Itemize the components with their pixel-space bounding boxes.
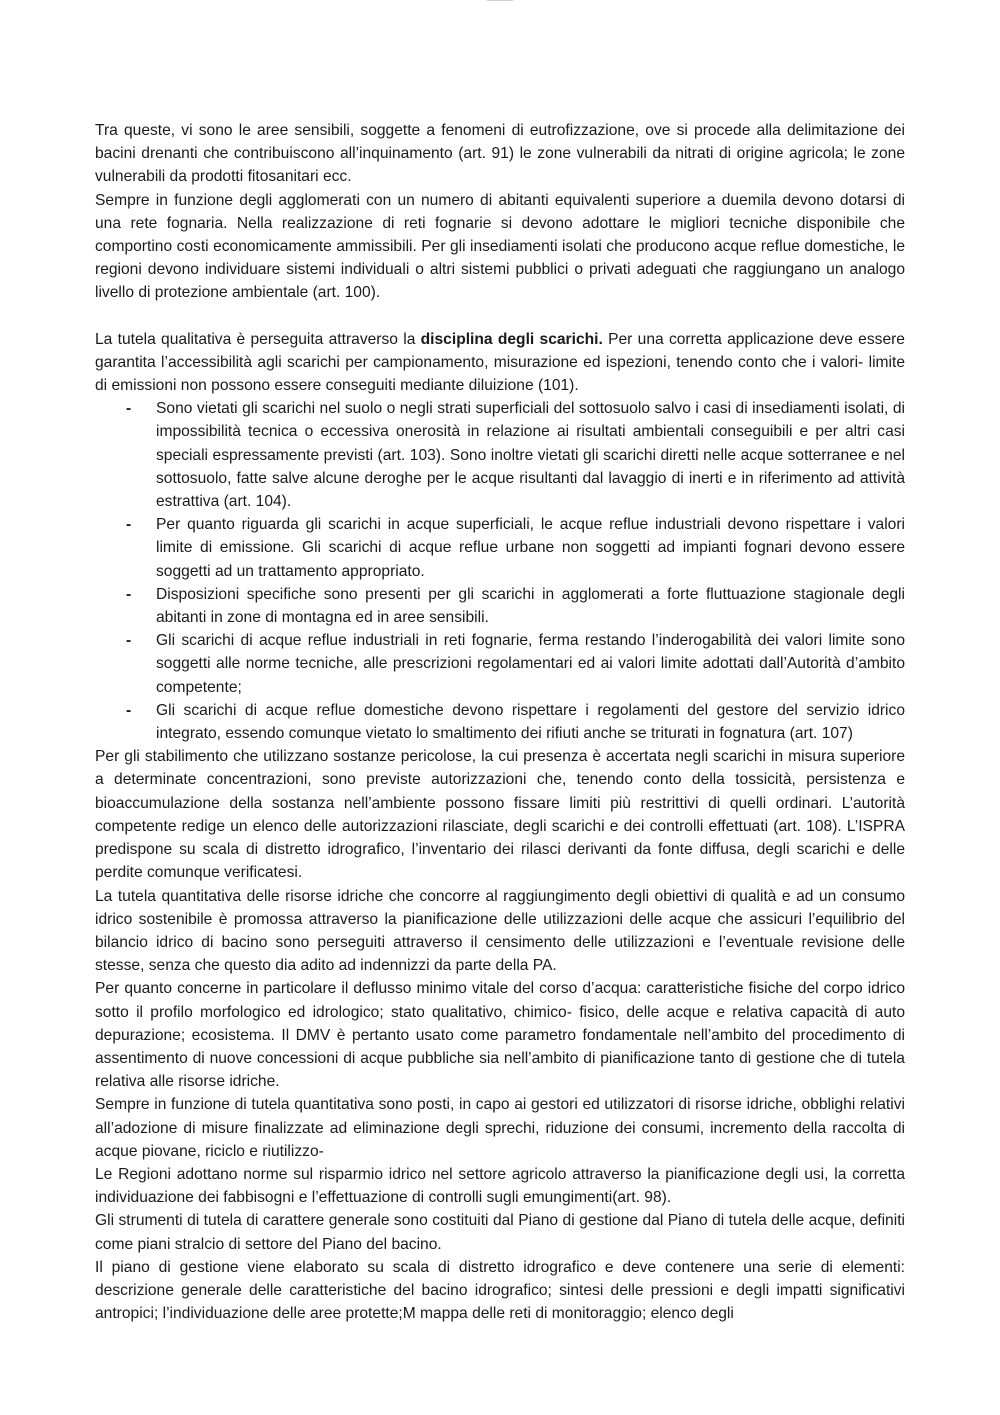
bold-term: disciplina degli scarichi.: [420, 330, 603, 348]
paragraph-risparmio-idrico: Le Regioni adottano norme sul risparmio idrico nel settore agricolo attraverso la pianificazione degli usi, la corretta individuazione dei fabbisogni e l’effettuazione di controlli sugli emungimenti(art. 98).: [95, 1165, 905, 1207]
list-item-text: Gli scarichi di acque reflue industriali in reti fognarie, ferma restando l’inderogabilità dei valori limite sono soggetti alle norme tecniche, alle prescrizioni regolamentari ed ai valori limite adottati dall’Autorità d’ambito competente;: [156, 632, 905, 696]
paragraph-aree-sensibili: Tra queste, vi sono le aree sensibili, soggette a fenomeni di eutrofizzazione, ove si procede alla delimitazione dei bacini drenanti che contribuiscono all’inquinamento (art. 91) le zone vulnerabili da nitrati di origine agricola; le zone vulnerabili da prodotti fitosanitari ecc.: [95, 122, 905, 186]
paragraph-tutela-quantitativa: La tutela quantitativa delle risorse idriche che concorre al raggiungimento degli obiettivi di qualità e ad un consumo idrico sostenibile è promossa attraverso la pianificazione delle utilizzazioni delle acque che assicuri l’equilibrio del bilancio idrico di bacino sono perseguiti attraverso il censimento delle utilizzazioni e l’eventuale revisione delle stesse, senza che questo dia adito ad indennizzi da parte della PA.: [95, 887, 905, 975]
list-item: [95, 583, 905, 629]
list-item: [95, 699, 905, 745]
paragraph-deflusso-minimo: Per quanto concerne in particolare il deflusso minimo vitale del corso d’acqua: caratteristiche fisiche del corpo idrico sotto il profilo morfologico ed idrologico; stato qualitativo, chimico- fisico, delle acque e relativa capacità di auto depurazione; ecosistema. Il DMV è pertanto usato come parametro fondamentale nell’ambito del procedimento di assentimento di nuove concessioni di acque pubbliche sia nell’ambito di pianificazione tanto di gestione che di tutela relativa alle risorse idriche.: [95, 980, 905, 1091]
bullet-dash: -: [126, 632, 132, 650]
bullet-dash: -: [126, 400, 132, 418]
list-item-text: Gli scarichi di acque reflue domestiche devono rispettare i regolamenti del gestore del servizio idrico integrato, essendo comunque vietato lo smaltimento dei rifiuti anche se triturati in fognatura (art. 107): [156, 701, 905, 743]
bullet-dash: -: [126, 701, 132, 719]
paragraph-piano-gestione: Il piano di gestione viene elaborato su scala di distretto idrografico e deve contenere una serie di elementi: descrizione generale delle caratteristiche del bacino idrografico; sintesi delle pressioni e degli impatti significativi antropici; l’individuazione delle aree protette;M mappa delle reti di monitoraggio; elenco degli: [95, 1258, 905, 1323]
list-item: [95, 397, 905, 513]
paragraph-strumenti-tutela: Gli strumenti di tutela di carattere generale sono costituiti dal Piano di gestione dal Piano di tutela delle acque, definiti come piani stralcio di settore del Piano del bacino.: [95, 1212, 905, 1253]
list-item-text: Disposizioni specifiche sono presenti per gli scarichi in agglomerati a forte fluttuazione stagionale degli abitanti in zone di montagna ed in aree sensibili.: [156, 585, 905, 627]
page-header-mark: [487, 0, 513, 3]
scarichi-bullet-list: [95, 397, 905, 745]
paragraph-gap: [95, 305, 905, 328]
list-item-text: Per quanto riguarda gli scarichi in acque superficiali, le acque reflue industriali devono rispettare i valori limite di emissione. Gli scarichi di acque reflue urbane non soggetti ad impianti fognari devono essere soggetti ad un trattamento appropriato.: [156, 516, 905, 580]
list-item: [95, 629, 905, 699]
paragraph-sostanze-pericolose: Per gli stabilimento che utilizzano sostanze pericolose, la cui presenza è accertata negli scarichi in misura superiore a determinate concentrazioni, sono previste autorizzazioni che, tenendo conto della tossicità, persistenza e bioaccumulazione della sostanza nell’ambiente possono fissare limiti più restrittivi di quelli ordinari. L’autorità competente redige un elenco delle autorizzazioni rilasciate, degli scarichi e dei controlli effettuati (art. 108). L’ISPRA predispone su scala di distretto idrografico, l’inventario dei rilasci derivanti da fonte diffusa, degli scarichi e delle perdite comunque verificatesi.: [95, 748, 905, 882]
intro-text-continued: Per una corretta applicazione deve essere garantita l’accessibilità agli scarichi per campionamento, misurazione ed ispezioni, tenendo conto che i valori- limite di emissioni non possono essere conseguiti mediante diluizione (101).: [95, 330, 905, 395]
document-page: [95, 119, 905, 1325]
list-item: [95, 513, 905, 583]
list-item-text: Sono vietati gli scarichi nel suolo o negli strati superficiali del sottosuolo salvo i casi di insediamenti isolati, di impossibilità tecnica o eccessiva onerosità in relazione ai risultati ambientali conseguibili e per altri casi speciali espressamente previsti (art. 103). Sono inoltre vietati gli scarichi diretti nelle acque sotterranee e nel sottosuolo, fatte salve alcune deroghe per le acque risultanti dal lavaggio di inerti e in riferimento ad attività estrattiva (art. 104).: [156, 400, 905, 511]
intro-text: La tutela qualitativa è perseguita attraverso la: [95, 330, 421, 348]
paragraph-disciplina-scarichi: [95, 328, 905, 398]
paragraph-obblighi-gestori: Sempre in funzione di tutela quantitativa sono posti, in capo ai gestori ed utilizzatori di risorse idriche, obblighi relativi all’adozione di misure finalizzate ad eliminazione degli sprechi, riduzione dei consumi, incremento della raccolta di acque piovane, riciclo e riutilizzo-: [95, 1096, 905, 1160]
bullet-dash: -: [126, 585, 132, 603]
bullet-dash: -: [126, 516, 132, 534]
paragraph-rete-fognaria: Sempre in funzione degli agglomerati con un numero di abitanti equivalenti superiore a duemila devono dotarsi di una rete fognaria. Nella realizzazione di reti fognarie si devono adottare le migliori tecniche disponibile che comportino costi economicamente ammissibili. Per gli insediamenti isolati che producono acque reflue domestiche, le regioni devono individuare sistemi individuali o altri sistemi pubblici o privati adeguati che raggiungano un analogo livello di protezione ambientale (art. 100).: [95, 191, 905, 302]
